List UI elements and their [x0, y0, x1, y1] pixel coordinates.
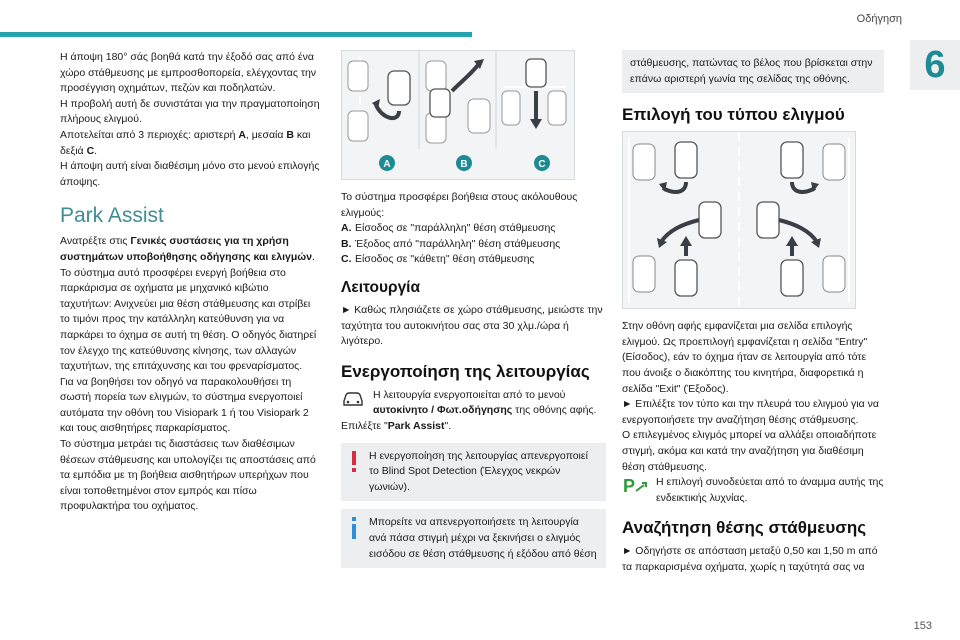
column-middle [341, 50, 606, 576]
svg-text:P: P [623, 476, 636, 497]
heading-operation: Λειτουργία [341, 278, 421, 296]
manoeuvre-selection-diagram [623, 132, 855, 308]
reference-paragraph: Ανατρέξτε στις Γενικές συστάσεις για τη χρήση συστημάτων υποβοήθησης οδήγησης και ελιγμών. [60, 235, 315, 263]
manoeuvre-selection-illustration [622, 131, 856, 309]
list-item: A. Είσοδος σε "παράλληλη" θέση στάθμευσης [341, 222, 556, 235]
chapter-tab [910, 40, 960, 90]
car-icon [341, 390, 365, 414]
parking-indicator-icon [622, 475, 648, 497]
paragraph: Αποτελείται από 3 περιοχές: αριστερή A, μεσαία B και δεξιά C. [60, 128, 311, 157]
section-title: Οδήγηση [856, 13, 902, 25]
info-text: Μπορείτε να απενεργοποιήσετε τη λειτουργία ανά πάσα στιγμή μέχρι να ξεκινήσει ο ελιγμός εισόδου σε θέση στάθμευσης ή εξόδου από θέση [369, 516, 597, 560]
paragraph: Η άποψη 180° σάς βοηθά κατά την έξοδό σας από ένα χώρο στάθμευσης με εμπροσθοπορεία, ελέγχοντας την προσέγγιση οχημάτων, πεζών και ποδηλατών. [60, 51, 317, 95]
heading-parking-search: Αναζήτηση θέσης στάθμευσης [622, 518, 867, 538]
parking-manoeuvres-diagram [342, 51, 574, 179]
list-item: B. Έξοδος από "παράλληλη" θέση στάθμευσης [341, 237, 561, 250]
paragraph: ► Καθώς πλησιάζετε σε χώρο στάθμευσης, μειώστε την ταχύτητα του αυτοκινήτου σας στα 30 χλμ./ώρα ή λιγότερο. [341, 303, 603, 348]
page-number: 153 [913, 620, 932, 632]
warning-box [341, 443, 606, 502]
header-accent-bar [0, 32, 472, 37]
paragraph: Το σύστημα μετράει τις διαστάσεις των διαθέσιμων θέσεων στάθμευσης και υπολογίζει τις αποστάσεις από τα εμπόδια με τη βοήθεια αισθητήρων υπερήχων που είναι τοποθετημένοι στον εμπρός και πίσω προφυλακτήρα του οχήματος. [60, 438, 316, 513]
indicator-paragraph: P Η επιλογή συνοδεύεται από το άναμμα αυτής της ενδεικτικής λυχνίας. [623, 476, 884, 504]
info-box-continued [622, 50, 884, 93]
info-icon [349, 517, 359, 539]
label-b: B [460, 159, 468, 170]
chapter-number: 6 [924, 43, 946, 86]
info-box [341, 509, 606, 568]
paragraph: Το σύστημα προσφέρει βοήθεια στους ακόλουθους ελιγμούς: [341, 191, 578, 219]
section-heading-park-assist: Park Assist [60, 204, 164, 228]
paragraph: ► Επιλέξτε τον τύπο και την πλευρά του ελιγμού για να ενεργοποιήσετε την αναζήτηση θέσης στάθμευσης. [622, 398, 879, 426]
paragraph: Η άποψη αυτή είναι διαθέσιμη μόνο στο μενού επιλογής άποψης. [60, 160, 320, 188]
list-item: C. Είσοδος σε "κάθετη" θέση στάθμευσης [341, 253, 535, 266]
label-c: C [538, 159, 546, 170]
paragraph: Το σύστημα αυτό προσφέρει ενεργή βοήθεια στο παρκάρισμα σε οχήματα με μηχανικό κιβώτιο ταχυτήτων: Ανιχνεύει μια θέση στάθμευσης και στρίβει το τιμόνι προς την κατάλληλη κατεύθυνση για να παρκάρει το όχημα σε αυτή τη θέση. Ο οδηγός διατηρεί τον έλεγχο της κατεύθυνσης κίνησης, των αλλαγών ταχυτήτων, της επιτάχυνσης και του φρεναρίσματος. [60, 266, 317, 373]
paragraph: ► Οδηγήστε σε απόσταση μεταξύ 0,50 και 1,50 m από τα παρκαρισμένα οχήματα, χωρίς η ταχύτητά σας να [622, 545, 878, 573]
heading-manoeuvre-type: Επιλογή του τύπου ελιγμού [622, 105, 845, 125]
warning-icon [349, 451, 359, 473]
warning-text: Η ενεργοποίηση της λειτουργίας απενεργοποιεί το Blind Spot Detection (Έλεγχος νεκρών γωνιών). [369, 449, 588, 493]
paragraph: Για να βοηθήσει τον οδηγό να παρακολουθήσει τη σωστή πορεία των ελιγμών, το σύστημα ενεργοποιεί αυτόματα την οθόνη του Visiopark 1 ή του Visiopark 2 και τους αισθητήρες παρκαρίσματος. [60, 375, 309, 435]
paragraph: Ο επιλεγμένος ελιγμός μπορεί να αλλάξει οποιαδήποτε στιγμή, ακόμα και κατά την αναζήτηση για διαθέσιμη θέση στάθμευσης. [622, 429, 877, 473]
paragraph: Στην οθόνη αφής εμφανίζεται μια σελίδα επιλογής ελιγμού. Ως προεπιλογή εμφανίζεται η σελίδα "Entry" (Είσοδος), εάν το όχημα ήταν σε λειτουργία από τότε που άνοιξε ο διακόπτης του κινητήρα, διαφορετικά η σελίδα "Exit" (Έξοδος). [622, 320, 868, 395]
column-left [60, 50, 322, 515]
paragraph: Επιλέξτε "Park Assist". [341, 419, 452, 432]
activation-paragraph: Η λειτουργία ενεργοποιείται από το μενού αυτοκίνητο / Φωτ.οδήγησης της οθόνης αφής. [341, 388, 606, 419]
paragraph: Η προβολή αυτή δε συνιστάται για την πραγματοποίηση πλήρους ελιγμού. [60, 97, 320, 126]
label-a: A [383, 159, 391, 170]
info-text-continued: στάθμευσης, πατώντας το βέλος που βρίσκεται στην επάνω αριστερή γωνία της σελίδας της οθόνης. [630, 57, 873, 85]
column-right [622, 50, 884, 576]
manoeuvre-illustration [341, 50, 575, 180]
heading-activation: Ενεργοποίηση της λειτουργίας [341, 361, 590, 381]
